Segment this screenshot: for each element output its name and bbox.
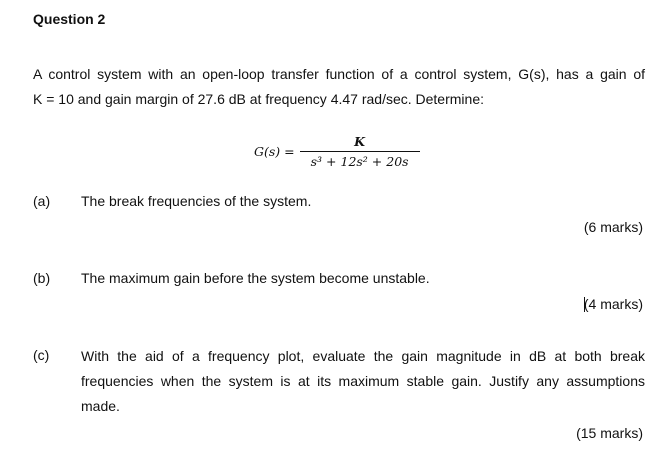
- part-b-label: (b): [33, 270, 51, 286]
- part-c-label: (c): [33, 347, 50, 363]
- part-b-marks-text: (4 marks): [583, 296, 643, 312]
- part-c-text: [81, 344, 645, 419]
- equation-denominator: s³ + 12s² + 20s: [310, 153, 409, 169]
- transfer-function-equation: [254, 129, 420, 173]
- part-c-line-1: With the aid of a frequency plot, evaluate the gain magnitude in dB at both break: [81, 348, 645, 364]
- equation-lhs: G(s) =: [254, 143, 295, 159]
- part-a-label: (a): [33, 193, 51, 209]
- part-c-line-3: made.: [81, 398, 120, 414]
- part-a-marks: (6 marks): [583, 219, 643, 235]
- question-heading: Question 2: [33, 11, 106, 27]
- part-b-marks: [584, 296, 643, 312]
- intro-line-1: A control system with an open-loop transfer function of a control system, G(s), has a gain of: [33, 66, 645, 82]
- part-c-line-2: frequencies when the system is at its maximum stable gain. Justify any assumptions: [81, 373, 645, 389]
- equation-numerator: K: [354, 133, 366, 149]
- part-c-marks: (15 marks): [576, 425, 643, 441]
- equation-fraction: [300, 134, 420, 169]
- part-b-text: The maximum gain before the system become unstable.: [81, 270, 430, 286]
- part-a-text: The break frequencies of the system.: [81, 193, 312, 209]
- intro-line-2: K = 10 and gain margin of 27.6 dB at frequency 4.47 rad/sec. Determine:: [33, 91, 484, 107]
- question-intro: [33, 62, 645, 112]
